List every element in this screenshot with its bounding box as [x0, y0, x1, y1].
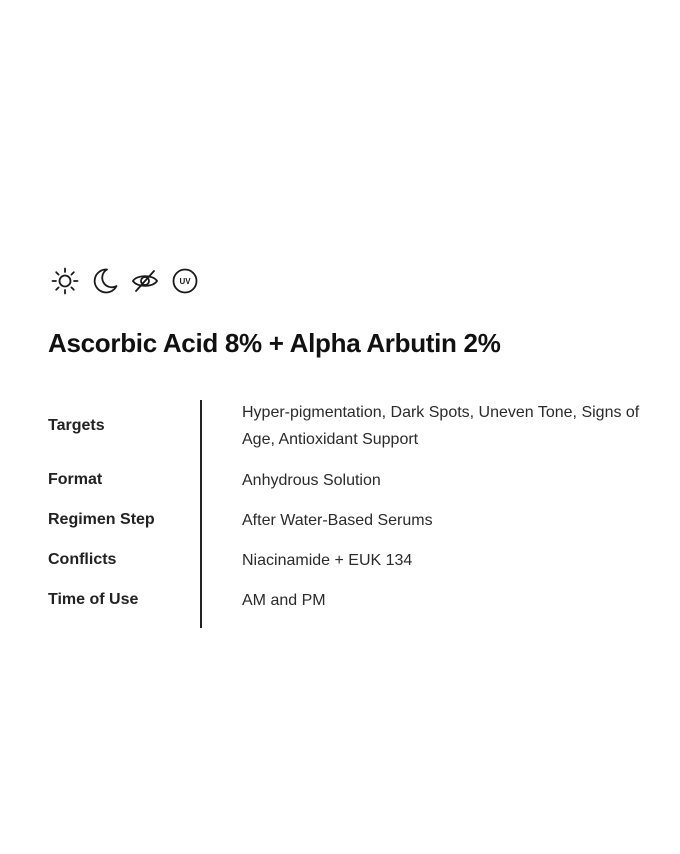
column-divider: [200, 400, 202, 628]
spec-value-targets: Hyper-pigmentation, Dark Spots, Uneven Tone, Signs of Age, Antioxidant Support: [242, 404, 640, 448]
spec-label-regimen-step: Regimen Step: [48, 511, 155, 528]
spec-label-format: Format: [48, 471, 103, 488]
uv-icon-label: UV: [179, 276, 191, 286]
spec-value-time-of-use: AM and PM: [242, 592, 326, 609]
spec-label-targets: Targets: [48, 417, 105, 434]
product-title: Ascorbic Acid 8% + Alpha Arbutin 2%: [48, 328, 501, 358]
spec-value-conflicts: Niacinamide + EUK 134: [242, 552, 413, 569]
sun-icon: [50, 266, 80, 296]
spec-label-conflicts: Conflicts: [48, 551, 117, 568]
usage-icons: [50, 266, 210, 296]
spec-value-format: Anhydrous Solution: [242, 472, 381, 489]
moon-icon: [90, 266, 120, 296]
spec-label-time-of-use: Time of Use: [48, 591, 139, 608]
eye-slash-icon: [130, 266, 160, 296]
spec-value-regimen-step: After Water-Based Serums: [242, 512, 433, 529]
uv-icon: [170, 266, 200, 296]
